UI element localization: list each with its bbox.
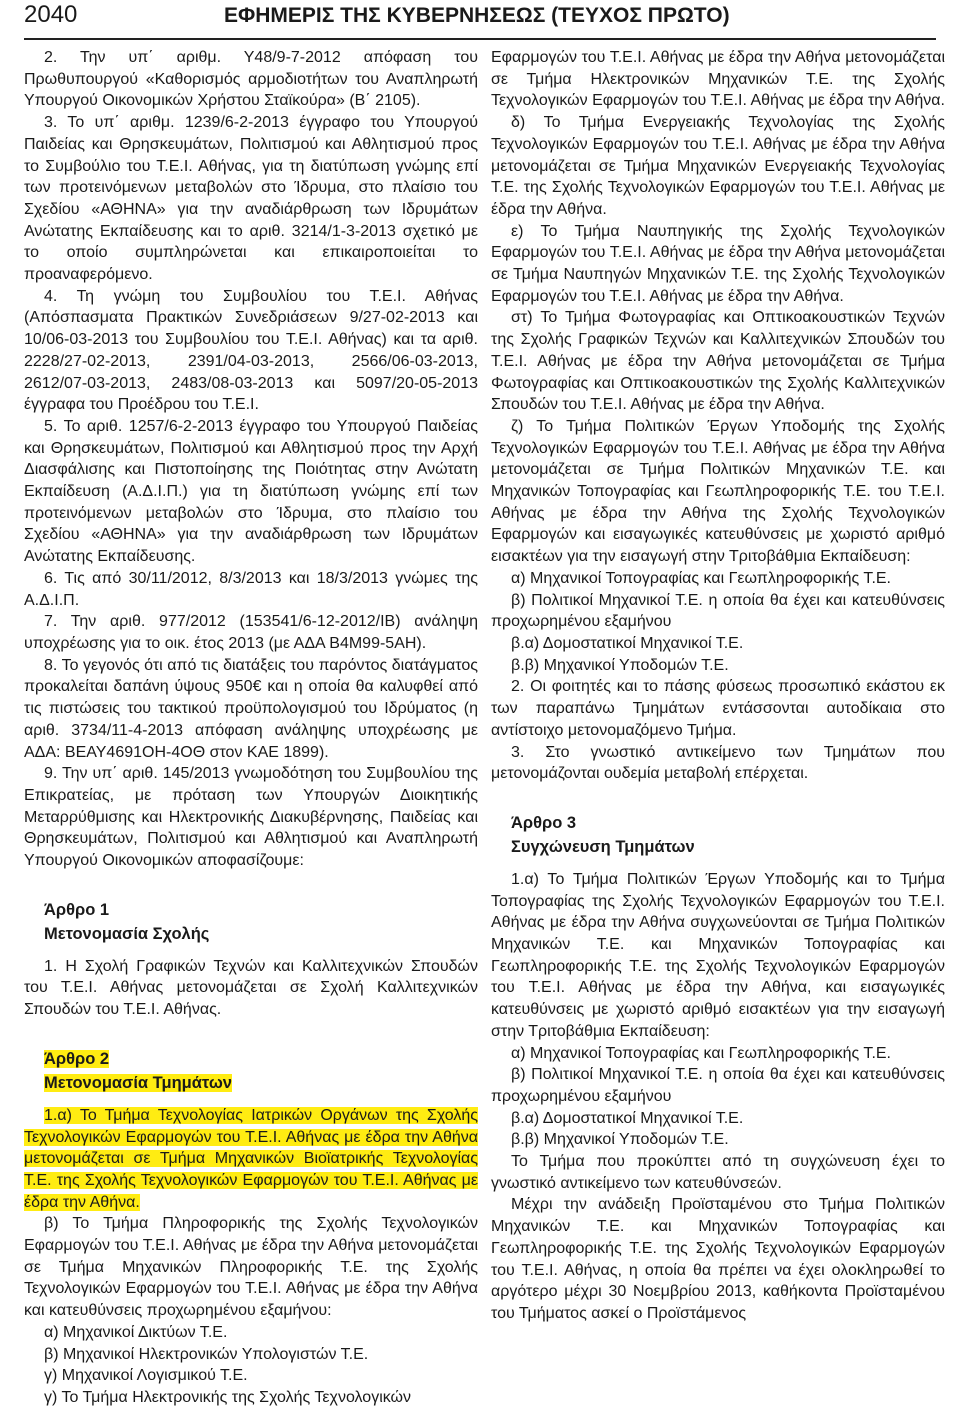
article-1-title: Άρθρο 1 [44, 900, 110, 919]
list-item: β) Πολιτικοί Μηχανικοί Τ.Ε. η οποία θα έχει και κατευθύνσεις προχωρημένου εξαμήνου [491, 1066, 945, 1105]
paragraph-left-9: 9. Την υπ΄ αριθ. 145/2013 γνωμοδότηση του Συμβουλίου της Επικρατείας, με πρόταση των Υπουργών Διοικητικής Μεταρρύθμισης και Ηλεκτρονικής Διακυβέρνησης, Παιδείας και Θρησκευμάτων, Πολιτισμού και Αθλητισμού και Αναπληρωτή Υπουργού Οικονομικών αποφασίζουμε: [24, 765, 478, 870]
list-item: β.α) Δομοστατικοί Μηχανικοί Τ.Ε. [511, 634, 744, 652]
article-2-paragraph-b: β) Το Τμήμα Πληροφορικής της Σχολής Τεχνολογικών Εφαρμογών του Τ.Ε.Ι. Αθήνας με έδρα την Αθήνα μετονομάζεται σε Τμήμα Μηχανικών Πληροφορικής Τ.Ε. της Σχολής Τεχνολογικών Εφαρμογών του Τ.Ε.Ι. Αθήνας με έδρα την Αθήνα και κατευθύνσεις προχωρημένου εξαμήνου: [24, 1215, 478, 1320]
article-3-paragraph-a: 1.α) Το Τμήμα Πολιτικών Έργων Υποδομής και το Τμήμα Τοπογραφίας της Σχολής Τεχνολογικών Εφαρμογών του Τ.Ε.Ι. Αθήνας με έδρα την Αθήνα συγχωνεύονται σε Τμήμα Πολιτικών Μηχανικών Τ.Ε. και Μηχανικών Τοπογραφίας και Γεωπληροφορικής Τ.Ε. της Σχολής Τεχνολογικών Εφαρμογών του Τ.Ε.Ι. Αθήνας με έδρα την Αθήνα, και εισαγωγικές κατευθύνσεις με χωριστό αριθμό εισακτέων για την εισαγωγή στην Τριτοβάθμια Εκπαίδευση: [491, 870, 945, 1040]
list-item: α) Μηχανικοί Τοπογραφίας και Γεωπληροφορικής Τ.Ε. [511, 569, 891, 587]
paragraph-left-8: 8. Το γεγονός ότι από τις διατάξεις του παρόντος διατάγματος προκαλείται δαπάνη ύψους 950€ και η οποία θα καλυφθεί από τις πιστώσεις του τακτικού προϋπολογισμού του Ιδρύματος (η αριθ. 3734/11-4-2013 απόφαση ανάληψης υποχρέωσης με ΑΔΑ: ΒΕΑΥ4691ΟΗ-4ΟΘ στον ΚΑΕ 1899). [24, 656, 478, 761]
page-header [24, 0, 936, 40]
article-1-subtitle: Μετονομασία Σχολής [44, 924, 210, 943]
list-item: γ) Μηχανικοί Λογισμικού Τ.Ε. [44, 1367, 248, 1385]
article-2-paragraph-c-start: γ) Το Τμήμα Ηλεκτρονικής της Σχολής Τεχνολογικών [44, 1388, 412, 1406]
article-2-paragraph-e: ε) Το Τμήμα Ναυπηγικής της Σχολής Τεχνολογικών Εφαρμογών του Τ.Ε.Ι. Αθήνας με έδρα την Αθήνα μετονομάζεται σε Τμήμα Ναυπηγών Μηχανικών Τ.Ε. της Σχολής Τεχνολογικών Εφαρμογών του Τ.Ε.Ι. Αθήνας με έδρα την Αθήνα. [491, 222, 945, 305]
list-item: β.β) Μηχανικοί Υποδομών Τ.Ε. [511, 1131, 729, 1149]
article-1-paragraph-1: 1. Η Σχολή Γραφικών Τεχνών και Καλλιτεχνικών Σπουδών του Τ.Ε.Ι. Αθήνας μετονομάζεται σε Σχολή Καλλιτεχνικών Σπουδών του Τ.Ε.Ι. Αθήνας. [24, 957, 478, 1019]
paragraph-left-6: 6. Τις από 30/11/2012, 8/3/2013 και 18/3/2013 γνώμες της Α.Δ.Ι.Π. [24, 569, 478, 609]
article-2-paragraph-z: ζ) Το Τμήμα Πολιτικών Έργων Υποδομής της Σχολής Τεχνολογικών Εφαρμογών του Τ.Ε.Ι. Αθήνας με έδρα την Αθήνα μετονομάζεται σε Τμήμα Πολιτικών Μηχανικών Τ.Ε. και Μηχανικών Τοπογραφίας και Γεωπληροφορικής Τ.Ε. του Τ.Ε.Ι. Αθήνας με έδρα την Αθήνα της Σχολής Τεχνολογικών Εφαρμογών και εισαγωγικές κατευθύνσεις με χωριστό αριθμό εισακτέων για την εισαγωγή στην Τριτοβάθμια Εκπαίδευση: [491, 417, 945, 566]
list-item: β.β) Μηχανικοί Υποδομών Τ.Ε. [511, 656, 729, 674]
article-2-paragraph-d: δ) Το Τμήμα Ενεργειακής Τεχνολογίας της Σχολής Τεχνολογικών Εφαρμογών του Τ.Ε.Ι. Αθήνας με έδρα την Αθήνα μετονομάζεται σε Τμήμα Μηχανικών Ενεργειακής Τεχνολογίας Τ.Ε. της Σχολής Τεχνολογικών Εφαρμογών του Τ.Ε.Ι. Αθήνας με έδρα την Αθήνα. [491, 114, 945, 218]
list-item: α) Μηχανικοί Δικτύων Τ.Ε. [44, 1323, 228, 1341]
right-column [491, 47, 945, 1325]
journal-title: ΕΦΗΜΕΡΙΣ ΤΗΣ ΚΥΒΕΡΝΗΣΕΩΣ (ΤΕΥΧΟΣ ΠΡΩΤΟ) [224, 4, 730, 27]
article-2-subtitle: Μετονομασία Τμημάτων [44, 1073, 232, 1092]
article-3-title: Άρθρο 3 [511, 813, 577, 832]
article-3-paragraph-new: Το Τμήμα που προκύπτει από τη συγχώνευση έχει το γνωστικό αντικείμενο των κατευθύνσεών. [491, 1153, 945, 1192]
article-2-paragraph-a: 1.α) Το Τμήμα Τεχνολογίας Ιατρικών Οργάνων της Σχολής Τεχνολογικών Εφαρμογών του Τ.Ε.Ι. Αθήνας με έδρα την Αθήνα μετονομάζεται σε Τμήμα Μηχανικών Βιοϊατρικής Τεχνολογίας Τ.Ε. της Σχολής Τεχνολογικών Εφαρμογών του Τ.Ε.Ι. Αθήνας με έδρα την Αθήνα. [24, 1106, 478, 1211]
paragraph-left-4: 4. Τη γνώμη του Συμβουλίου του Τ.Ε.Ι. Αθήνας (Απόσπασματα Πρακτικών Συνεδριάσεων 9/27-02-2013 και 10/06-03-2013 του Συμβουλίου του Τ.Ε.Ι. Αθήνας) και τα αριθ. 2228/27-02-2013, 2391/04-03-2013, 2566/06-03-2013, 2612/07-03-2013, 2483/08-03-2013 και 5097/20-05-2013 έγγραφα του Προέδρου του Τ.Ε.Ι. [24, 287, 478, 414]
article-3-subtitle: Συγχώνευση Τμημάτων [511, 837, 695, 856]
article-2-paragraph-2: 2. Οι φοιτητές και το πάσης φύσεως προσωπικό εκάστου εκ των παραπάνω Τμημάτων εντάσσονται αυτοδίκαια στο αντίστοιχο μετονομαζόμενο Τμήμα. [491, 678, 945, 739]
article-2-paragraph-3: 3. Στο γνωστικό αντικείμενο των Τμημάτων που μετονομάζονται ουδεμία μεταβολή επέρχεται. [491, 743, 945, 783]
list-item: β) Μηχανικοί Ηλεκτρονικών Υπολογιστών Τ.Ε. [44, 1345, 369, 1363]
article-3-paragraph-last: Μέχρι την ανάδειξη Προϊσταμένου στο Τμήμα Πολιτικών Μηχανικών Τ.Ε. και Μηχανικών Τοπογραφίας και Γεωπληροφορικής Τ.Ε. της Σχολής Τεχνολογικών Εφαρμογών του Τ.Ε.Ι. Αθήνας, η οποία θα πρέπει να έχει ολοκληρωθεί το αργότερο μέχρι 30 Νοεμβρίου 2013, καθήκοντα Προϊσταμένου του Τμήματος ασκεί ο Προϊστάμενος [491, 1196, 945, 1322]
article-2-paragraph-st: στ) Το Τμήμα Φωτογραφίας και Οπτικοακουστικών Τεχνών της Σχολής Γραφικών Τεχνών και Καλλιτεχνικών Σπουδών του Τ.Ε.Ι. Αθήνας με έδρα την Αθήνα μετονομάζεται σε Τμήμα Φωτογραφίας και Οπτικοακουστικών της Σχολής Καλλιτεχνικών Σπουδών του Τ.Ε.Ι. Αθήνας με έδρα την Αθήνα. [491, 309, 945, 414]
paragraph-left-7: 7. Την αριθ. 977/2012 (153541/6-12-2012/ΙΒ) ανάληψη υποχρέωσης για το οικ. έτος 2013 (με ΑΔΑ Β4Μ99-5ΑΗ). [24, 613, 478, 652]
paragraph-left-2: 2. Την υπ΄ αριθμ. Υ48/9-7-2012 απόφαση του Πρωθυπουργού «Καθορισμός αρμοδιοτήτων του Αναπληρωτή Υπουργού Οικονομικών Χρήστου Σταϊκούρα» (Β΄ 2105). [24, 49, 478, 110]
article-1-heading [24, 898, 478, 946]
article-2-paragraph-c-continued: Εφαρμογών του Τ.Ε.Ι. Αθήνας με έδρα την Αθήνα μετονομάζεται σε Τμήμα Ηλεκτρονικών Μηχανικών Τ.Ε. της Σχολής Τεχνολογικών Εφαρμογών του Τ.Ε.Ι. Αθήνας με έδρα την Αθήνα. [491, 49, 945, 110]
list-item: β) Πολιτικοί Μηχανικοί Τ.Ε. η οποία θα έχει και κατευθύνσεις προχωρημένου εξαμήνου [491, 591, 945, 631]
paragraph-left-3: 3. Το υπ΄ αριθμ. 1239/6-2-2013 έγγραφο του Υπουργού Παιδείας και Θρησκευμάτων, Πολιτισμού και Αθλητισμού προς το Συμβούλιο του Τ.Ε.Ι. Αθήνας, για τη διατύπωση γνώμης επί των προτεινόμενων μεταβολών στο Ίδρυμα, στο πλαίσιο του Σχεδίου «ΑΘΗΝΑ» για την αναδιάρθρωση των Ιδρυμάτων Ανώτατης Εκπαίδευσης και το αριθ. 3214/1-3-2013 σχετικό με το οποίο συμπληρώνεται και επικαιροποιείται το προαναφερόμενο. [24, 114, 478, 284]
article-2-title: Άρθρο 2 [44, 1049, 110, 1068]
article-3-heading [491, 811, 945, 859]
article-2-heading [24, 1047, 478, 1095]
list-item: α) Μηχανικοί Τοπογραφίας και Γεωπληροφορικής Τ.Ε. [511, 1044, 891, 1062]
left-column [24, 47, 478, 1409]
list-item: β.α) Δομοστατικοί Μηχανικοί Τ.Ε. [511, 1109, 744, 1127]
page-number: 2040 [24, 1, 78, 28]
paragraph-left-5: 5. Το αριθ. 1257/6-2-2013 έγγραφο του Υπουργού Παιδείας και Θρησκευμάτων, Πολιτισμού και Αθλητισμού προς την Αρχή Διασφάλισης και Πιστοποίησης της Ποιότητας στην Ανώτατη Εκπαίδευση (Α.Δ.Ι.Π.) για τη διατύπωση γνώμης επί των προτεινόμενων μεταβολών στο Ίδρυμα, στο πλαίσιο του Σχεδίου «ΑΘΗΝΑ» για την αναδιάρθρωση των Ιδρυμάτων Ανώτατης Εκπαίδευσης. [24, 417, 478, 566]
